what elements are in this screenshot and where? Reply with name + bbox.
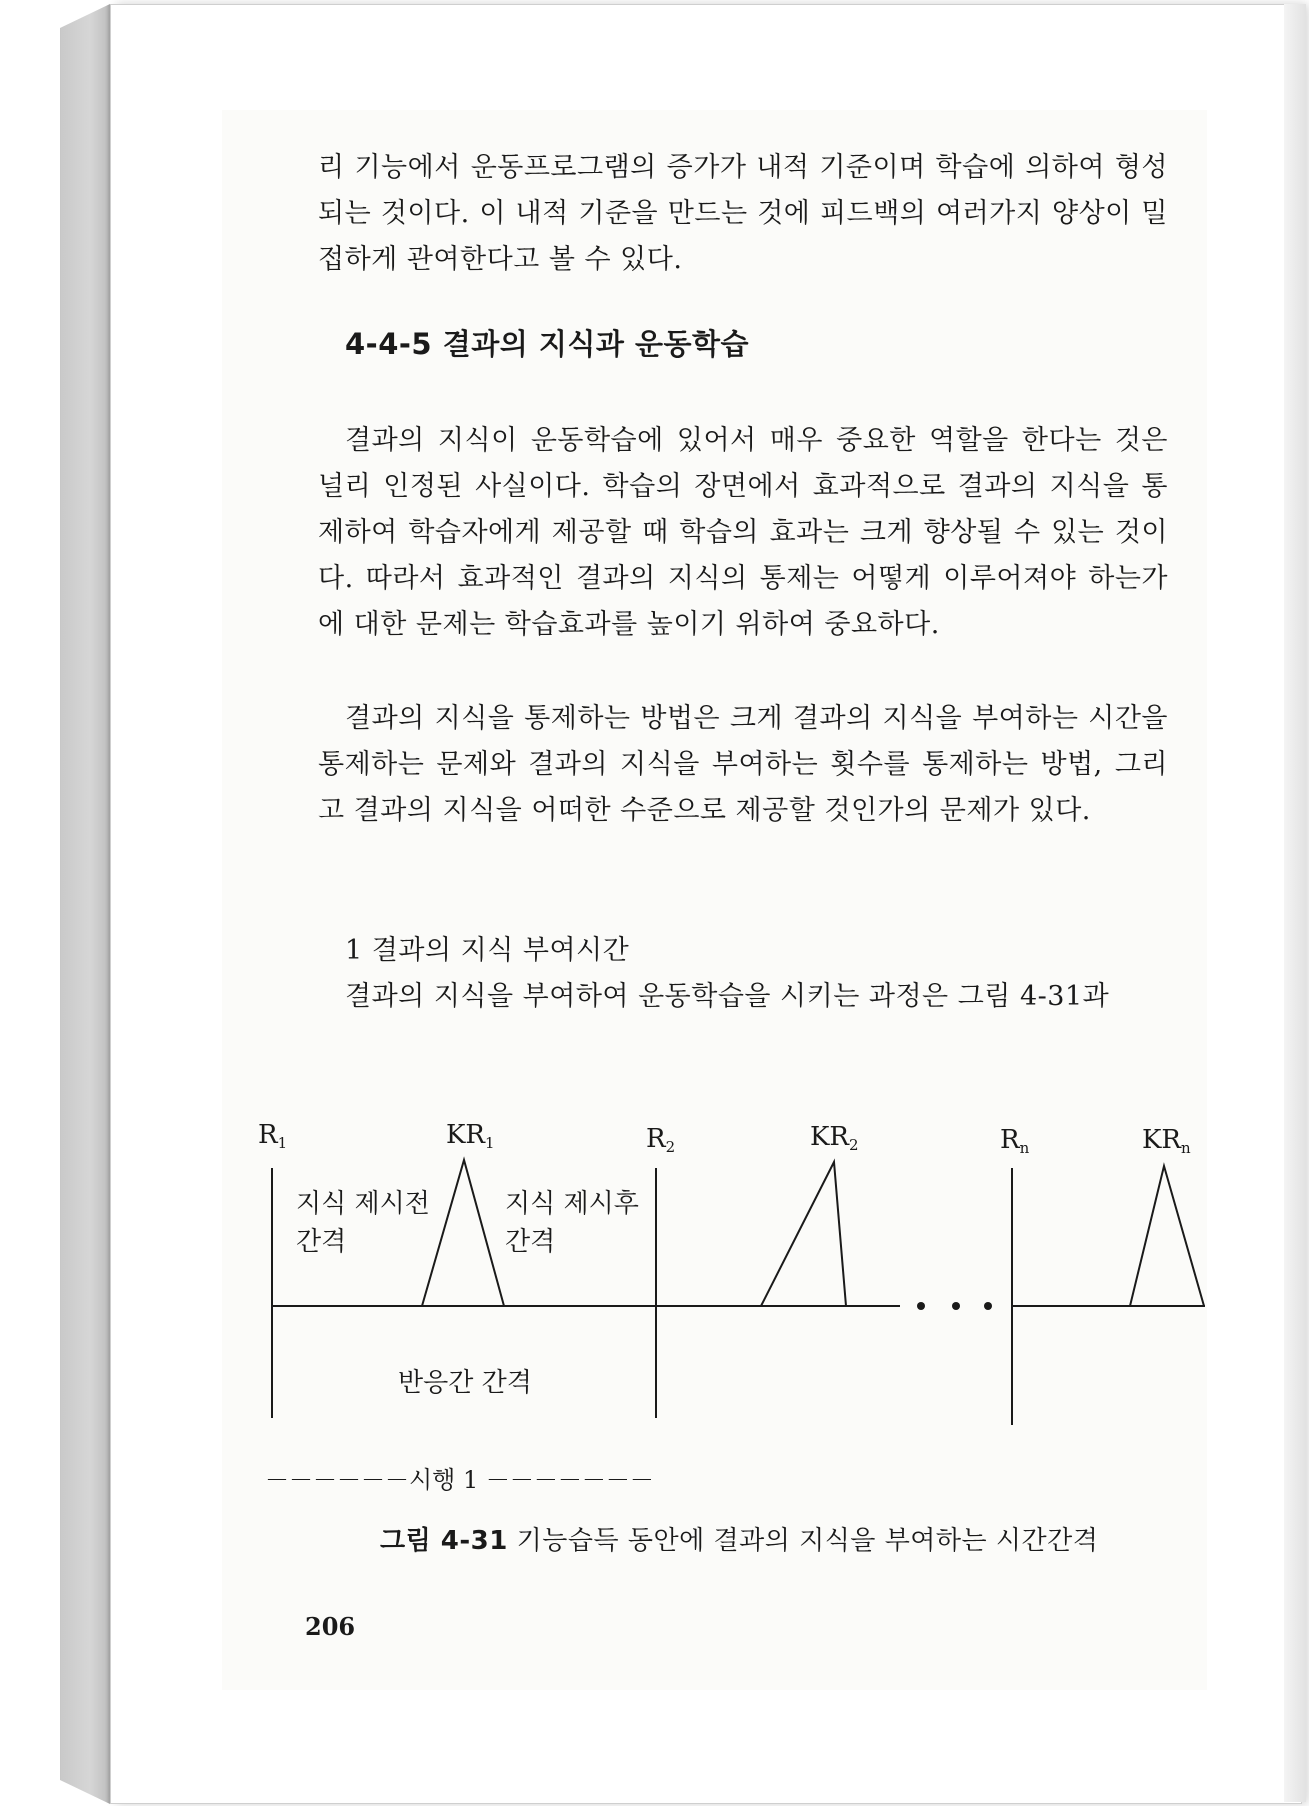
label-pre-kr-interval-2: 간격 bbox=[296, 1227, 347, 1257]
label-kr2: KR2 bbox=[810, 1122, 859, 1154]
label-r1: R1 bbox=[258, 1120, 288, 1152]
section-title: 결과의 지식과 운동학습 bbox=[442, 327, 750, 361]
paragraph-intro: 리 기능에서 운동프로그램의 증가가 내적 기준이며 학습에 의하여 형성되는 것이다. 이 내적 기준을 만드는 것에 피드백의 여러가지 양상이 밀접하게 관여한다고 볼 수 있다. bbox=[318, 152, 1168, 275]
paragraph-kr-control: 결과의 지식을 통제하는 방법은 크게 결과의 지식을 부여하는 시간을 통제하는 문제와 결과의 지식을 부여하는 횟수를 통제하는 방법, 그리고 결과의 지식을 어떠한 수준으로 제공할 것인가의 문제가 있다. bbox=[318, 703, 1168, 826]
paragraph-kr-importance: 결과의 지식이 운동학습에 있어서 매우 중요한 역할을 한다는 것은 널리 인정된 사실이다. 학습의 장면에서 효과적으로 결과의 지식을 통제하여 학습자에게 제공할 때 학습의 효과는 크게 향상될 수 있는 것이다. 따라서 효과적인 결과의 지식의 통제는 어떻게 이루어져야 하는가에 대한 문제는 학습효과를 높이기 위하여 중요하다. bbox=[318, 425, 1168, 640]
label-post-kr-interval: 지식 제시후 bbox=[505, 1189, 639, 1219]
subsection-heading bbox=[345, 928, 629, 967]
label-pre-kr-interval: 지식 제시전 bbox=[296, 1189, 430, 1219]
label-kr1: KR1 bbox=[446, 1120, 495, 1152]
label-post-kr-interval-2: 간격 bbox=[505, 1227, 556, 1257]
paragraph-kr-process: 결과의 지식을 부여하여 운동학습을 시키는 과정은 그림 4-31과 bbox=[345, 981, 1110, 1012]
page-number: 206 bbox=[305, 1612, 356, 1641]
label-r2: R2 bbox=[646, 1124, 676, 1156]
subsection-title: 결과의 지식 부여시간 bbox=[371, 935, 630, 966]
label-rn: Rn bbox=[1000, 1125, 1030, 1157]
subsection-number: 1 bbox=[345, 935, 363, 966]
label-inter-response-interval: 반응간 간격 bbox=[398, 1368, 532, 1398]
figure-caption-text: 기능습득 동안에 결과의 지식을 부여하는 시간간격 bbox=[516, 1526, 1099, 1556]
figure-caption-number: 그림 4-31 bbox=[380, 1526, 508, 1556]
figure-caption bbox=[380, 1520, 1098, 1557]
label-krn: KRn bbox=[1142, 1125, 1191, 1157]
section-number: 4-4-5 bbox=[345, 327, 433, 361]
page-edge bbox=[1284, 4, 1306, 1802]
section-heading bbox=[345, 322, 749, 363]
book-spine bbox=[60, 4, 110, 1804]
label-trial: －－－－－－시행 1 －－－－－－－ bbox=[265, 1466, 654, 1494]
